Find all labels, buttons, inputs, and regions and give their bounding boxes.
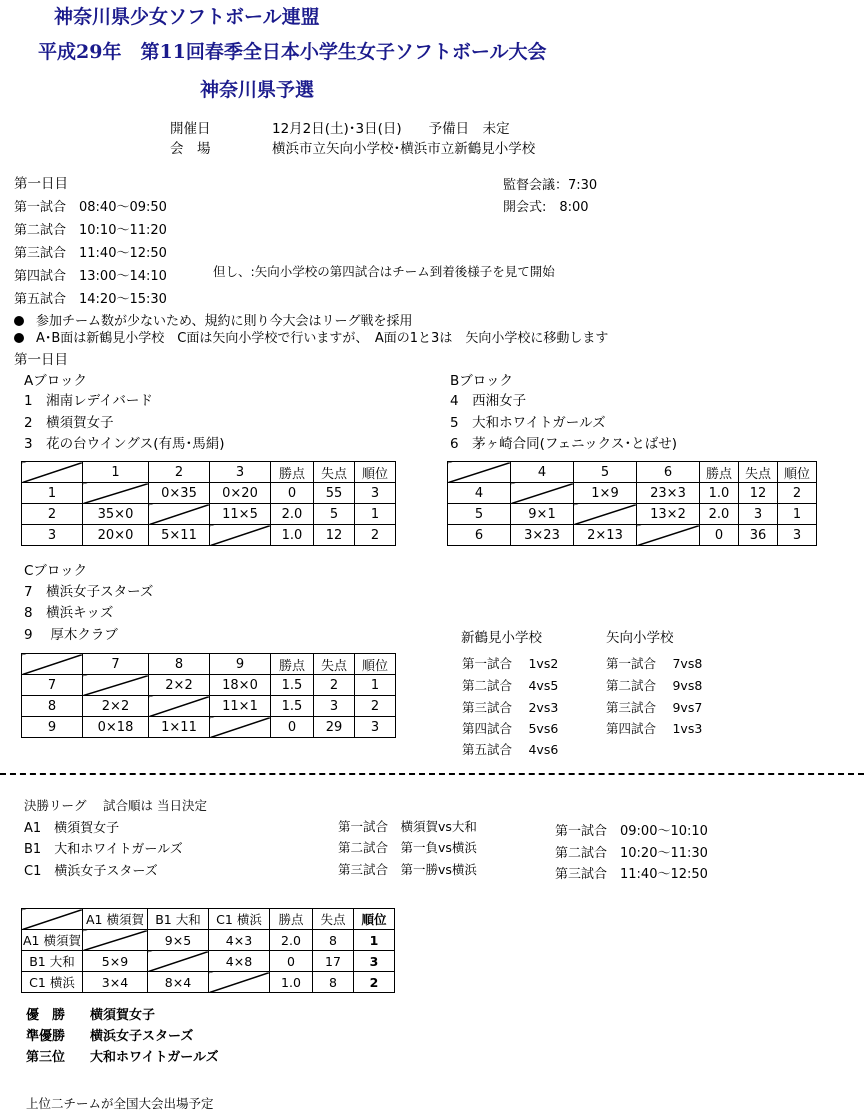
row-label: 9 [22, 717, 83, 738]
score-cell: 1×11 [149, 717, 210, 738]
row-label: 7 [22, 675, 83, 696]
score-cell: 2×2 [149, 675, 210, 696]
bullet-note-2 [14, 327, 608, 346]
header-cell: 順位 [355, 654, 396, 675]
venue-value: 横浜市立矢向小学校･横浜市立新鶴見小学校 [272, 141, 536, 157]
runs-allowed-cell: 55 [314, 483, 355, 504]
header-cell: 4 [511, 462, 574, 483]
score-cell: 4×3 [209, 930, 270, 951]
diagonal-cell [574, 504, 637, 525]
corner-cell [22, 909, 83, 930]
result-team-runner-up: 横浜女子スターズ [90, 1029, 194, 1044]
block-c-team-8: 8 横浜キッズ [24, 605, 114, 621]
venue-yako-game: 第二試合 9vs8 [606, 678, 703, 693]
result-label-winner: 優 勝 [26, 1008, 66, 1023]
header-cell: 勝点 [700, 462, 739, 483]
rank-cell: 1 [355, 675, 396, 696]
final-time-2: 第二試合 10:20～11:30 [555, 846, 708, 861]
diagonal-cell [210, 525, 271, 546]
runs-allowed-cell: 8 [313, 930, 354, 951]
rank-cell: 2 [355, 696, 396, 717]
score-cell: 5×11 [149, 525, 210, 546]
score-cell: 1×9 [574, 483, 637, 504]
table-row [22, 483, 396, 504]
header-cell: 8 [149, 654, 210, 675]
row-label: 1 [22, 483, 83, 504]
score-cell: 35×0 [83, 504, 149, 525]
runs-allowed-cell: 5 [314, 504, 355, 525]
points-cell: 0 [271, 483, 314, 504]
result-team-winner: 横須賀女子 [90, 1008, 156, 1023]
block-a-team-3: 3 花の台ウイングス(有馬･馬絹) [24, 436, 225, 452]
diagonal-cell [83, 930, 148, 951]
score-cell: 2×13 [574, 525, 637, 546]
score-cell: 8×4 [148, 972, 209, 993]
runs-allowed-cell: 3 [739, 504, 778, 525]
score-cell: 5×9 [83, 951, 148, 972]
venue-yako-title: 矢向小学校 [606, 630, 674, 646]
score-cell: 11×5 [210, 504, 271, 525]
header-cell: 9 [210, 654, 271, 675]
diagonal-cell [637, 525, 700, 546]
points-cell: 2.0 [271, 504, 314, 525]
rank-cell: 3 [354, 951, 395, 972]
block-c-table [21, 653, 396, 738]
score-cell: 11×1 [210, 696, 271, 717]
table-header-row [22, 654, 396, 675]
points-cell: 1.0 [700, 483, 739, 504]
points-cell: 2.0 [700, 504, 739, 525]
corner-cell [22, 462, 83, 483]
block-a-title: Aブロック [24, 373, 87, 389]
venue-shintsurumi-game: 第五試合 4vs6 [462, 742, 559, 757]
result-label-third: 第三位 [26, 1050, 66, 1065]
diagonal-cell [209, 972, 270, 993]
header-cell: 失点 [739, 462, 778, 483]
venue-yako-game: 第三試合 9vs7 [606, 700, 703, 715]
rank-cell: 3 [778, 525, 817, 546]
row-label: 5 [448, 504, 511, 525]
runs-allowed-cell: 36 [739, 525, 778, 546]
diagonal-cell [148, 951, 209, 972]
day1-heading-2: 第一日目 [14, 352, 68, 368]
row-label: 2 [22, 504, 83, 525]
rank-cell: 2 [778, 483, 817, 504]
table-row [22, 930, 395, 951]
row-label: 8 [22, 696, 83, 717]
row-label: C1 横浜 [22, 972, 83, 993]
day1-game-1: 第一試合 08:40～09:50 [14, 200, 167, 215]
header-cell: 勝点 [271, 462, 314, 483]
table-row [22, 717, 396, 738]
corner-cell [22, 654, 83, 675]
score-cell: 0×35 [149, 483, 210, 504]
day1-heading: 第一日目 [14, 176, 68, 192]
header-cell: A1 横須賀 [83, 909, 148, 930]
day1-game-4: 第四試合 13:00～14:10 [14, 269, 167, 284]
rank-cell: 1 [355, 504, 396, 525]
header-cell: 3 [210, 462, 271, 483]
diagonal-cell [511, 483, 574, 504]
row-label: 6 [448, 525, 511, 546]
final-team-b1: B1 大和ホワイトガールズ [24, 842, 183, 857]
result-team-third: 大和ホワイトガールズ [90, 1050, 219, 1065]
venue-label: 会 場 [170, 141, 211, 157]
final-team-c1: C1 横浜女子スターズ [24, 864, 158, 879]
final-time-3: 第三試合 11:40～12:50 [555, 867, 708, 882]
diagonal-cell [210, 717, 271, 738]
row-label: A1 横須賀 [22, 930, 83, 951]
venue-yako-game: 第一試合 7vs8 [606, 656, 703, 671]
score-cell: 3×23 [511, 525, 574, 546]
header-cell: 順位 [778, 462, 817, 483]
header-cell: 順位 [354, 909, 395, 930]
score-cell: 23×3 [637, 483, 700, 504]
final-heading: 決勝リーグ 試合順は 当日決定 [24, 798, 207, 813]
bullet-icon [14, 333, 24, 343]
row-label: 4 [448, 483, 511, 504]
header-cell: 5 [574, 462, 637, 483]
header-cell: 7 [83, 654, 149, 675]
venue-yako-game: 第四試合 1vs3 [606, 721, 703, 736]
bullet-text-2: A･B面は新鶴見小学校 C面は矢向小学校で行いますが、 A面の1と3は 矢向小学校に移動します [36, 331, 609, 346]
rank-cell: 1 [354, 930, 395, 951]
opening-ceremony: 開会式: 8:00 [503, 200, 589, 215]
rank-cell: 1 [778, 504, 817, 525]
score-cell: 9×1 [511, 504, 574, 525]
section-divider [0, 773, 864, 775]
table-row [22, 951, 395, 972]
table-header-row [22, 462, 396, 483]
final-match-1: 第一試合 横須賀vs大和 [338, 819, 477, 834]
block-b-title: Bブロック [450, 373, 513, 389]
org-title: 神奈川県少女ソフトボール連盟 [54, 6, 320, 28]
block-b-team-4: 4 西湘女子 [450, 393, 527, 409]
block-a-table [21, 461, 396, 546]
header-cell: 失点 [314, 654, 355, 675]
score-cell: 20×0 [83, 525, 149, 546]
tournament-title: 平成29年 第11回春季全日本小学生女子ソフトボール大会 [38, 41, 547, 63]
table-row [22, 972, 395, 993]
venue-shintsurumi-game: 第二試合 4vs5 [462, 678, 559, 693]
rank-cell: 2 [355, 525, 396, 546]
day1-game-2: 第二試合 10:10～11:20 [14, 223, 167, 238]
score-cell: 13×2 [637, 504, 700, 525]
row-label: B1 大和 [22, 951, 83, 972]
block-a-team-1: 1 湘南レデイバード [24, 393, 153, 409]
score-cell: 2×2 [83, 696, 149, 717]
schedule-note: 但し、:矢向小学校の第四試合はチーム到着後様子を見て開始 [213, 264, 555, 279]
diagonal-cell [149, 504, 210, 525]
table-row [448, 483, 817, 504]
points-cell: 2.0 [270, 930, 313, 951]
diagonal-cell [149, 696, 210, 717]
runs-allowed-cell: 17 [313, 951, 354, 972]
table-row [448, 504, 817, 525]
table-row [22, 675, 396, 696]
corner-cell [448, 462, 511, 483]
venue-shintsurumi-game: 第一試合 1vs2 [462, 656, 559, 671]
runs-allowed-cell: 2 [314, 675, 355, 696]
points-cell: 0 [700, 525, 739, 546]
header-cell: 2 [149, 462, 210, 483]
table-row [22, 525, 396, 546]
points-cell: 1.5 [271, 696, 314, 717]
table-header-row [448, 462, 817, 483]
venue-shintsurumi-title: 新鶴見小学校 [461, 630, 542, 646]
runs-allowed-cell: 8 [313, 972, 354, 993]
block-c-team-9: 9 厚木クラブ [24, 627, 118, 643]
score-cell: 4×8 [209, 951, 270, 972]
managers-meeting: 監督会議：7:30 [503, 178, 598, 193]
runs-allowed-cell: 12 [739, 483, 778, 504]
date-value: 12月2日(土)･3日(日) 予備日 未定 [272, 121, 510, 137]
runs-allowed-cell: 12 [314, 525, 355, 546]
bullet-text-1: 参加チーム数が少ないため、規約に則り今大会はリーグ戦を採用 [36, 314, 413, 329]
runs-allowed-cell: 3 [314, 696, 355, 717]
header-cell: 勝点 [270, 909, 313, 930]
final-match-2: 第二試合 第一負vs横浜 [338, 840, 477, 855]
header-cell: 6 [637, 462, 700, 483]
points-cell: 0 [271, 717, 314, 738]
result-label-runner-up: 準優勝 [26, 1029, 66, 1044]
header-cell: 勝点 [271, 654, 314, 675]
table-row [22, 696, 396, 717]
footer-note: 上位二チームが全国大会出場予定 [26, 1096, 214, 1111]
final-time-1: 第一試合 09:00～10:10 [555, 824, 708, 839]
block-c-title: Cブロック [24, 563, 88, 579]
table-row [448, 525, 817, 546]
header-cell: B1 大和 [148, 909, 209, 930]
final-match-3: 第三試合 第一勝vs横浜 [338, 862, 477, 877]
block-b-team-5: 5 大和ホワイトガールズ [450, 415, 606, 431]
venue-shintsurumi-game: 第三試合 2vs3 [462, 700, 559, 715]
bullet-icon [14, 316, 24, 326]
rank-cell: 2 [354, 972, 395, 993]
block-b-team-6: 6 茅ヶ崎合同(フェニックス･とばせ) [450, 436, 678, 452]
block-a-team-2: 2 横須賀女子 [24, 415, 114, 431]
venue-shintsurumi-game: 第四試合 5vs6 [462, 721, 559, 736]
score-cell: 3×4 [83, 972, 148, 993]
header-cell: 失点 [314, 462, 355, 483]
diagonal-cell [83, 483, 149, 504]
points-cell: 1.0 [270, 972, 313, 993]
score-cell: 0×18 [83, 717, 149, 738]
table-header-row [22, 909, 395, 930]
diagonal-cell [83, 675, 149, 696]
points-cell: 0 [270, 951, 313, 972]
score-cell: 9×5 [148, 930, 209, 951]
rank-cell: 3 [355, 717, 396, 738]
points-cell: 1.0 [271, 525, 314, 546]
date-label: 開催日 [170, 121, 211, 137]
score-cell: 18×0 [210, 675, 271, 696]
table-row [22, 504, 396, 525]
header-cell: C1 横浜 [209, 909, 270, 930]
day1-game-3: 第三試合 11:40～12:50 [14, 246, 167, 261]
rank-cell: 3 [355, 483, 396, 504]
final-team-a1: A1 横須賀女子 [24, 821, 120, 836]
block-b-table [447, 461, 817, 546]
score-cell: 0×20 [210, 483, 271, 504]
header-cell: 失点 [313, 909, 354, 930]
header-cell: 順位 [355, 462, 396, 483]
points-cell: 1.5 [271, 675, 314, 696]
header-cell: 1 [83, 462, 149, 483]
runs-allowed-cell: 29 [314, 717, 355, 738]
final-table [21, 908, 395, 993]
day1-game-5: 第五試合 14:20～15:30 [14, 292, 167, 307]
block-c-team-7: 7 横浜女子スターズ [24, 584, 154, 600]
row-label: 3 [22, 525, 83, 546]
tournament-subtitle: 神奈川県予選 [200, 79, 315, 101]
